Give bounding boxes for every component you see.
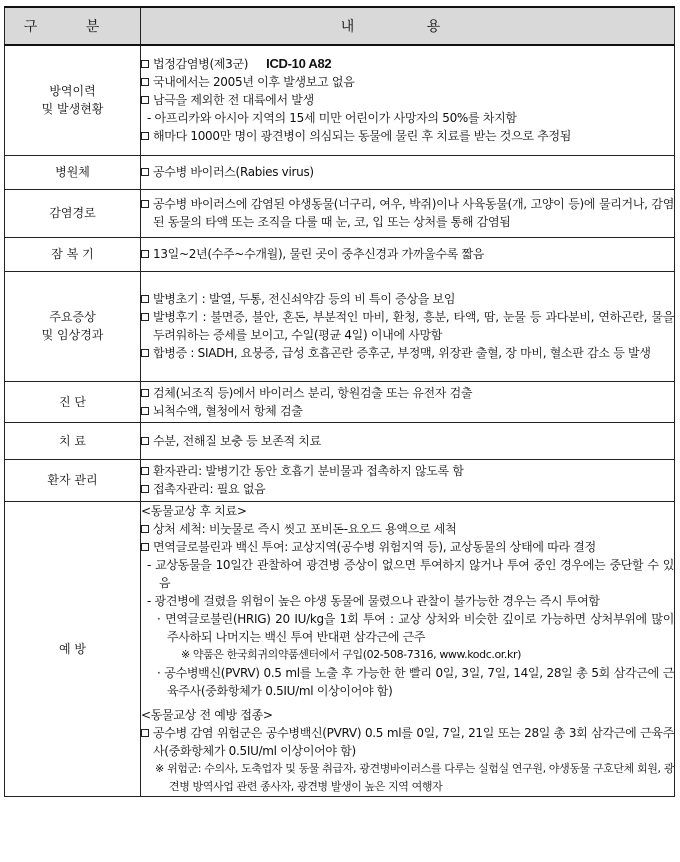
row-category-line: 진 단 xyxy=(59,394,86,409)
bullet-text: 발병초기 : 발열, 두통, 전신쇠약감 등의 비 특이 증상을 보임 xyxy=(153,292,456,306)
table-row-treatment xyxy=(5,422,675,459)
square-bullet-icon xyxy=(141,200,149,208)
row-content xyxy=(141,155,675,189)
row-content xyxy=(141,459,675,501)
note-item: ※ 약품은 한국희귀의약품센터에서 구입(02-508-7316, www.kodc.or.kr) xyxy=(181,647,521,661)
row-content xyxy=(141,422,675,459)
subheading: <동물교상 후 치료> xyxy=(141,503,247,518)
bullet-text: 공수병 바이러스에 감염된 야생동물(너구리, 여우, 박쥐)이나 사육동물(개, 고양이 등)에 물리거나, 감염된 동물의 타액 또는 조직을 다룰 때 눈, 코, 입 또는 상처를 통해 감염됨 xyxy=(153,197,674,229)
bullet-text: 접촉자관리: 필요 없음 xyxy=(153,482,266,496)
row-category-line: 병원체 xyxy=(55,165,90,179)
row-category-line: 및 발생현황 xyxy=(41,102,104,117)
row-category xyxy=(5,189,141,237)
bullet-item xyxy=(141,538,674,556)
bullet-item xyxy=(141,163,674,181)
note-item: ※ 위험군: 수의사, 도축업자 및 동물 취급자, 광견병바이러스를 다루는 실험실 연구원, 야생동물 구호단체 회원, 광견병 방역사업 관련 종사자, 광견병 발생이 높은 지역 여행자 xyxy=(155,761,674,793)
bullet-text: 합병증 : SIADH, 요붕증, 급성 호흡곤란 증후군, 부정맥, 위장관 출혈, 장 마비, 혈소판 감소 등 발생 xyxy=(153,346,651,360)
bullet-item xyxy=(141,290,674,308)
bullet-text: 상처 세척: 비눗물로 즉시 씻고 포비돈-요오드 용액으로 세척 xyxy=(153,521,457,536)
bullet-item xyxy=(141,195,674,231)
row-content xyxy=(141,271,675,381)
square-bullet-icon xyxy=(141,543,149,551)
bullet-text: 해마다 1000만 명이 광견병이 의심되는 동물에 물린 후 치료를 받는 것으로 추정됨 xyxy=(153,129,572,144)
square-bullet-icon xyxy=(141,437,149,445)
square-bullet-icon xyxy=(141,729,149,737)
bullet-text: 발병후기 : 불면증, 불안, 혼돈, 부분적인 마비, 환청, 흥분, 타액, 땀, 눈물 등 과다분비, 연하곤란, 물을 두려워하는 증세를 보이고, 수일(평균 4일) 이내에 사망함 xyxy=(153,310,674,342)
bullet-item xyxy=(141,432,674,450)
bullet-item xyxy=(141,724,674,760)
row-category-line: 감염경로 xyxy=(49,206,96,220)
row-category xyxy=(5,422,141,459)
bullet-item xyxy=(141,73,674,91)
square-bullet-icon xyxy=(141,525,149,533)
bullet-item xyxy=(141,402,674,420)
row-content xyxy=(141,189,675,237)
square-bullet-icon xyxy=(141,407,149,415)
table-row-symptoms xyxy=(5,271,675,381)
table-row-pathogen xyxy=(5,155,675,189)
bullet-item xyxy=(141,308,674,344)
table-row-patient-management xyxy=(5,459,675,501)
bullet-item xyxy=(141,91,674,109)
table-row-prevention xyxy=(5,501,675,796)
square-bullet-icon xyxy=(141,250,149,258)
square-bullet-icon xyxy=(141,467,149,475)
bullet-item xyxy=(141,480,674,498)
row-content xyxy=(141,45,675,155)
table-body xyxy=(5,45,675,796)
bullet-text: 면역글로불린과 백신 투여: 교상지역(공수병 위험지역 등), 교상동물의 상태에 따라 결정 xyxy=(153,539,596,554)
bullet-item xyxy=(141,520,674,538)
square-bullet-icon xyxy=(141,78,149,86)
row-category xyxy=(5,501,141,796)
table-row-history xyxy=(5,45,675,155)
bullet-item xyxy=(141,462,674,480)
row-category-line: 및 임상경과 xyxy=(41,328,104,342)
square-bullet-icon xyxy=(141,295,149,303)
icd-code: ICD-10 A82 xyxy=(266,56,332,72)
square-bullet-icon xyxy=(141,132,149,140)
dash-item: - 교상동물을 10일간 관찰하여 광견병 증상이 없으면 투여하지 않거나 투여 중인 경우에는 중단할 수 있음 xyxy=(147,557,674,590)
table-header-row xyxy=(5,7,675,45)
table-row-transmission xyxy=(5,189,675,237)
bullet-text: 환자관리: 발병기간 동안 호흡기 분비물과 접촉하지 않도록 함 xyxy=(153,464,464,478)
bullet-item xyxy=(141,55,674,73)
row-category xyxy=(5,271,141,381)
row-category-line: 방역이력 xyxy=(49,84,96,99)
square-bullet-icon xyxy=(141,60,149,68)
dash-item: - 광견병에 걸렸을 위험이 높은 야생 동물에 물렸으나 관찰이 불가능한 경우는 즉시 투여함 xyxy=(147,593,600,608)
row-category xyxy=(5,459,141,501)
square-bullet-icon xyxy=(141,389,149,397)
bullet-text: 국내에서는 2005년 이후 발생보고 없음 xyxy=(153,75,355,90)
bullet-text: 공수병 바이러스(Rabies virus) xyxy=(153,165,314,179)
row-content xyxy=(141,381,675,422)
bullet-item xyxy=(141,127,674,145)
document-page xyxy=(4,6,674,797)
table-row-diagnosis xyxy=(5,381,675,422)
dot-item: · 면역글로불린(HRIG) 20 IU/kg을 1회 투여 : 교상 상처와 비슷한 깊이로 가능하면 상처부위에 많이 주사하되 나머지는 백신 투여 반대편 삼각근에 근주 xyxy=(157,611,674,644)
square-bullet-icon xyxy=(141,485,149,493)
row-content xyxy=(141,237,675,271)
bullet-text: 수분, 전해질 보충 등 보존적 치료 xyxy=(153,433,321,448)
bullet-item xyxy=(141,384,674,402)
square-bullet-icon xyxy=(141,349,149,357)
row-category xyxy=(5,237,141,271)
dash-item: - 아프리카와 아시아 지역의 15세 미만 어린이가 사망자의 50%를 차지함 xyxy=(147,111,517,126)
row-category-line: 환자 관리 xyxy=(47,473,98,487)
category-header: 구 분 xyxy=(5,7,141,45)
bullet-item xyxy=(141,344,674,362)
bullet-text: 13일~2년(수주~수개월), 물린 곳이 중추신경과 가까울수록 짧음 xyxy=(153,247,485,261)
table-row-incubation xyxy=(5,237,675,271)
row-category-line: 치 료 xyxy=(59,433,86,448)
row-category xyxy=(5,381,141,422)
row-content xyxy=(141,501,675,796)
subheading: <동물교상 전 예방 접종> xyxy=(141,707,273,722)
bullet-text: 뇌척수액, 혈청에서 항체 검출 xyxy=(153,403,303,418)
bullet-text: 법정감염병(제3군) xyxy=(153,57,249,72)
bullet-text: 검체(뇌조직 등)에서 바이러스 분리, 항원검출 또는 유전자 검출 xyxy=(153,385,473,400)
row-category-line: 잠 복 기 xyxy=(51,247,94,261)
disease-info-table xyxy=(4,6,675,797)
row-category-line: 주요증상 xyxy=(49,310,96,324)
row-category-line: 예 방 xyxy=(59,641,86,656)
square-bullet-icon xyxy=(141,168,149,176)
bullet-text: 남극을 제외한 전 대륙에서 발생 xyxy=(153,93,314,108)
row-category xyxy=(5,155,141,189)
square-bullet-icon xyxy=(141,313,149,321)
row-category xyxy=(5,45,141,155)
bullet-item xyxy=(141,245,674,263)
dot-item: · 공수병백신(PVRV) 0.5 ml를 노출 후 가능한 한 빨리 0일, 3일, 7일, 14일, 28일 총 5회 삼각근에 근육주사(중화항체가 0.5IU/ml 이상이어야 함) xyxy=(157,665,674,698)
square-bullet-icon xyxy=(141,96,149,104)
bullet-text: 공수병 감염 위험군은 공수병백신(PVRV) 0.5 ml를 0일, 7일, 21일 또는 28일 총 3회 삼각근에 근육주사(중화항체가 0.5IU/ml 이상이어야 함) xyxy=(153,725,674,758)
content-header: 내 용 xyxy=(141,7,675,45)
